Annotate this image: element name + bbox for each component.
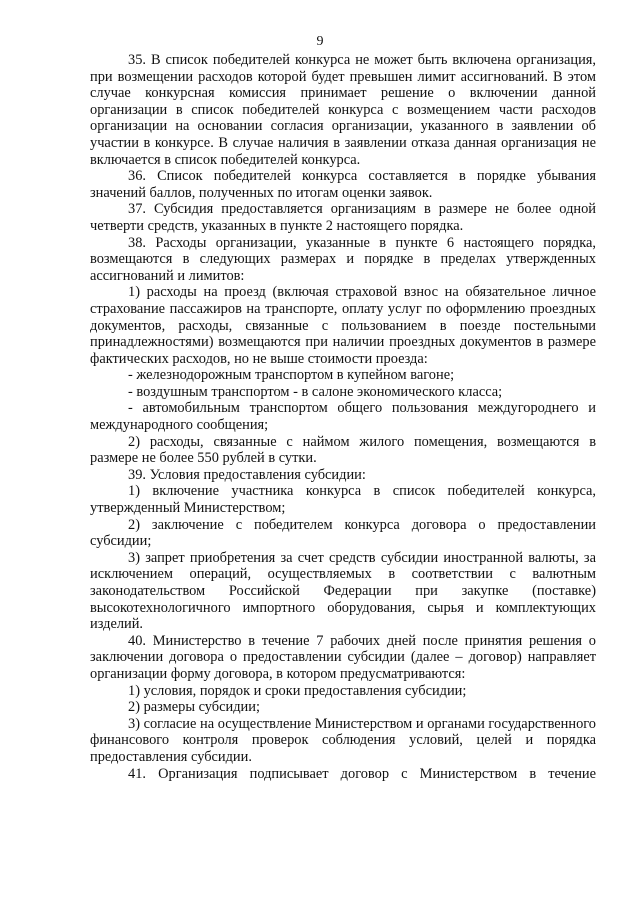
paragraph-39-item-1: 1) включение участника конкурса в список победителей конкурса, утвержденный Министерством; (90, 483, 596, 517)
paragraph-39-item-3: 3) запрет приобретения за счет средств субсидии иностранной валюты, за исключением операций, осуществляемых в соответствии с валютным законодательством Российской Федерации при закупке (поставке) высокотехнологичного импортного оборудования, сырья и комплектующих изделий. (90, 549, 596, 633)
paragraph-38: 38. Расходы организации, указанные в пункте 6 настоящего порядка, возмещаются в следующих размерах и порядке в пределах утвержденных ассигнований и лимитов: (90, 234, 596, 284)
paragraph-35: 35. В список победителей конкурса не может быть включена организация, при возмещении расходов которой будет превышен лимит ассигнований. В этом случае конкурсная комиссия принимает решение о включении данной организации в список победителей конкурса с возмещением части расходов организации на основании согласия организации, указанного в заявлении об участии в конкурсе. В случае наличия в заявлении отказа данная организация не включается в список победителей конкурса. (90, 52, 596, 168)
paragraph-40-item-2: 2) размеры субсидии; (128, 699, 260, 716)
paragraph-38-air: - воздушным транспортом - в салоне экономического класса; (128, 383, 503, 400)
page-number: 9 (316, 34, 324, 49)
paragraph-38-item-2: 2) расходы, связанные с наймом жилого помещения, возмещаются в размере не более 550 рублей в сутки. (90, 433, 596, 467)
paragraph-38-item-1: 1) расходы на проезд (включая страховой взнос на обязательное личное страхование пассажиров на транспорте, оплату услуг по оформлению проездных документов, расходы, связанные с пользованием в поезде постельными принадлежностями) возмещаются при наличии проездных документов в размере фактических расходов, но не выше стоимости проезда: (90, 284, 596, 367)
body-text (90, 52, 596, 782)
paragraph-39: 39. Условия предоставления субсидии: (128, 466, 366, 483)
paragraph-40: 40. Министерство в течение 7 рабочих дней после принятия решения о заключении договора о предоставлении субсидии (далее – договор) направляет организации форму договора, в котором предусматриваются: (90, 632, 596, 682)
paragraph-39-item-2: 2) заключение с победителем конкурса договора о предоставлении субсидии; (90, 516, 596, 550)
paragraph-40-item-1: 1) условия, порядок и сроки предоставления субсидии; (128, 682, 467, 699)
paragraph-38-rail: - железнодорожным транспортом в купейном вагоне; (128, 367, 455, 384)
paragraph-37: 37. Субсидия предоставляется организациям в размере не более одной четверти средств, указанных в пункте 2 настоящего порядка. (90, 201, 596, 234)
paragraph-41: 41. Организация подписывает договор с Министерством в течение (128, 765, 596, 782)
paragraph-38-auto: - автомобильным транспортом общего пользования междугороднего и международного сообщения; (90, 400, 596, 434)
paragraph-40-item-3: 3) согласие на осуществление Министерством и органами государственного финансового контроля проверок соблюдения условий, целей и порядка предоставления субсидии. (90, 715, 596, 765)
paragraph-36: 36. Список победителей конкурса составляется в порядке убывания значений баллов, полученных по итогам оценки заявок. (90, 168, 596, 201)
